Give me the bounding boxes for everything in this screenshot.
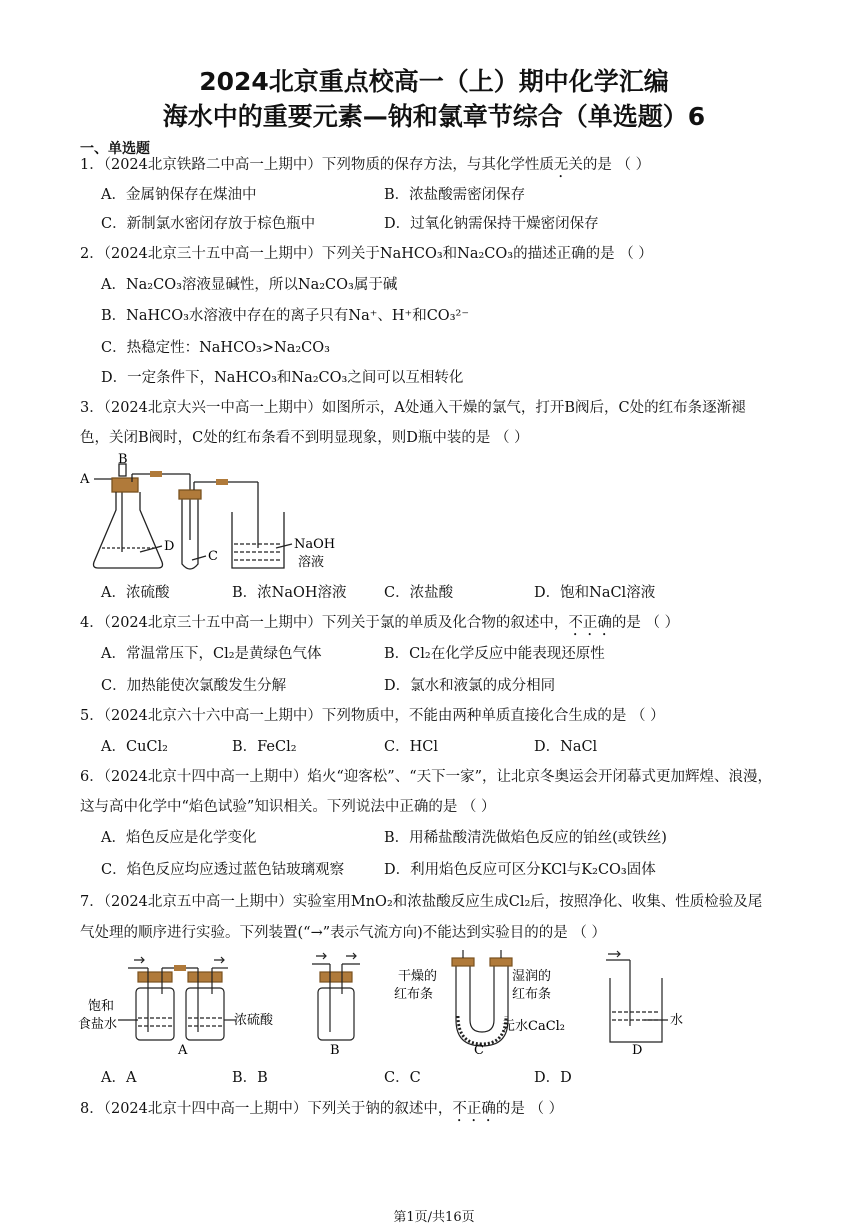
q6-stem-line1: 6．（2024北京十四中高一上期中）焰火“迎客松”、“天下一家”，让北京冬奥运会开闭幕式更加辉煌、浪漫，	[80, 769, 773, 785]
q3-stem-line2: 色，关闭B阀时，C处的红布条看不到明显现象，则D瓶中装的是 （ ）	[80, 430, 529, 446]
q7-label-h2so4: 浓硫酸	[234, 1013, 274, 1028]
q5-option-d[interactable]: D．NaCl	[534, 739, 598, 755]
q4-stem-text: 4．（2024北京三十五中高一上期中）下列关于氯的单质及化合物的叙述中，	[80, 615, 569, 631]
q7-option-c[interactable]: C．C	[384, 1070, 421, 1086]
q4-option-c[interactable]: C．加热能使次氯酸发生分解	[101, 678, 287, 694]
section-heading: 一、单选题	[80, 141, 150, 157]
q2-option-d[interactable]: D．一定条件下，NaHCO₃和Na₂CO₃之间可以互相转化	[101, 370, 464, 386]
q7-label-dry1: 干燥的	[398, 969, 438, 984]
q3-label-c: C	[208, 549, 218, 564]
q5-option-b[interactable]: B．FeCl₂	[232, 739, 297, 755]
q2-option-c[interactable]: C．热稳定性：NaHCO₃>Na₂CO₃	[101, 340, 330, 356]
q7-label-dry2: 红布条	[394, 987, 434, 1002]
q4-emphasis: 不正确	[568, 615, 612, 631]
q7-label-a: A	[178, 1043, 188, 1058]
q3-label-naoh: NaOH	[294, 537, 336, 552]
q3-label-d: D	[164, 539, 175, 554]
q6-option-b[interactable]: B．用稀盐酸清洗做焰色反应的铂丝(或铁丝)	[384, 830, 667, 846]
q1-option-c[interactable]: C．新制氯水密闭存放于棕色瓶中	[101, 216, 316, 232]
q4-option-b[interactable]: B．Cl₂在化学反应中能表现还原性	[384, 646, 605, 662]
q3-option-b[interactable]: B．浓NaOH溶液	[232, 585, 347, 601]
q7-label-cacl2: 无水CaCl₂	[502, 1019, 566, 1034]
q1-option-d[interactable]: D．过氧化钠需保持干燥密闭保存	[384, 216, 599, 232]
q7-label-d: D	[632, 1043, 643, 1058]
q8-emphasis: 不正确	[452, 1101, 496, 1117]
q7-label-wet1: 湿润的	[512, 969, 552, 984]
q1-option-b[interactable]: B．浓盐酸需密闭保存	[384, 187, 526, 203]
q5-option-c[interactable]: C．HCl	[384, 739, 438, 755]
q3-option-c[interactable]: C．浓盐酸	[384, 585, 454, 601]
q3-label-a: A	[80, 472, 90, 487]
q3-label-b: B	[118, 452, 128, 467]
doc-title: 2024北京重点校高一（上）期中化学汇编	[199, 67, 669, 96]
q7-label-water: 水	[670, 1013, 684, 1028]
q6-option-a[interactable]: A．焰色反应是化学变化	[101, 830, 257, 846]
q3-label-solution: 溶液	[298, 555, 325, 570]
q4-option-d[interactable]: D．氯水和液氯的成分相同	[384, 678, 556, 694]
doc-subtitle: 海水中的重要元素—钠和氯章节综合（单选题）6	[162, 102, 706, 131]
page-footer: 第1页/共16页	[393, 1210, 475, 1225]
q6-option-d[interactable]: D．利用焰色反应可区分KCl与K₂CO₃固体	[384, 862, 656, 878]
q7-stem-line2: 气处理的顺序进行实验。下列装置(“→”表示气流方向)不能达到实验目的的是 （ ）	[80, 925, 607, 941]
q6-option-c[interactable]: C．焰色反应均应透过蓝色钴玻璃观察	[101, 862, 345, 878]
q3-apparatus-figure	[80, 452, 380, 580]
q5-option-a[interactable]: A．CuCl₂	[101, 739, 168, 755]
q7-stem-line1: 7．（2024北京五中高一上期中）实验室用MnO₂和浓盐酸反应生成Cl₂后，按照净化、收集、性质检验及尾	[80, 894, 763, 910]
q3-stem-line1: 3．（2024北京大兴一中高一上期中）如图所示，A处通入干燥的氯气，打开B阀后，C处的红布条逐渐褪	[80, 400, 746, 416]
q7-option-b[interactable]: B．B	[232, 1070, 268, 1086]
q1-stem	[80, 156, 650, 181]
q7-label-wet2: 红布条	[512, 987, 552, 1002]
q8-stem-tail: 的是 （ ）	[495, 1101, 564, 1117]
q7-label-c: C	[474, 1043, 484, 1058]
q4-option-a[interactable]: A．常温常压下，Cl₂是黄绿色气体	[101, 646, 322, 662]
q7-label-saturated1: 饱和	[88, 999, 115, 1014]
q7-label-saturated2: 食盐水	[78, 1017, 118, 1032]
q1-stem-tail: 关的是 （ ）	[568, 157, 651, 173]
q7-label-b: B	[330, 1043, 340, 1058]
q1-emphasis: 无	[553, 157, 569, 173]
q2-option-b[interactable]: B．NaHCO₃水溶液中存在的离子只有Na⁺、H⁺和CO₃²⁻	[101, 308, 469, 324]
q7-option-d[interactable]: D．D	[534, 1070, 572, 1086]
q6-stem-line2: 这与高中化学中“焰色试验”知识相关。下列说法中正确的是 （ ）	[80, 799, 496, 815]
q8-stem	[80, 1100, 563, 1125]
q2-option-a[interactable]: A．Na₂CO₃溶液显碱性，所以Na₂CO₃属于碱	[101, 277, 398, 293]
q2-stem: 2．（2024北京三十五中高一上期中）下列关于NaHCO₃和Na₂CO₃的描述正确的是 （ ）	[80, 246, 653, 262]
q4-stem-tail: 的是 （ ）	[611, 615, 680, 631]
q1-stem-text: 1．（2024北京铁路二中高一上期中）下列物质的保存方法，与其化学性质	[80, 157, 554, 173]
q5-stem: 5．（2024北京六十六中高一上期中）下列物质中，不能由两种单质直接化合生成的是 （ ）	[80, 708, 665, 724]
q7-option-a[interactable]: A．A	[101, 1070, 137, 1086]
q8-stem-text: 8．（2024北京十四中高一上期中）下列关于钠的叙述中，	[80, 1101, 453, 1117]
q3-option-a[interactable]: A．浓硫酸	[101, 585, 170, 601]
q1-option-a[interactable]: A．金属钠保存在煤油中	[101, 187, 257, 203]
q4-stem	[80, 614, 679, 639]
q7-apparatus-figure	[78, 950, 698, 1060]
q3-option-d[interactable]: D．饱和NaCl溶液	[534, 585, 656, 601]
